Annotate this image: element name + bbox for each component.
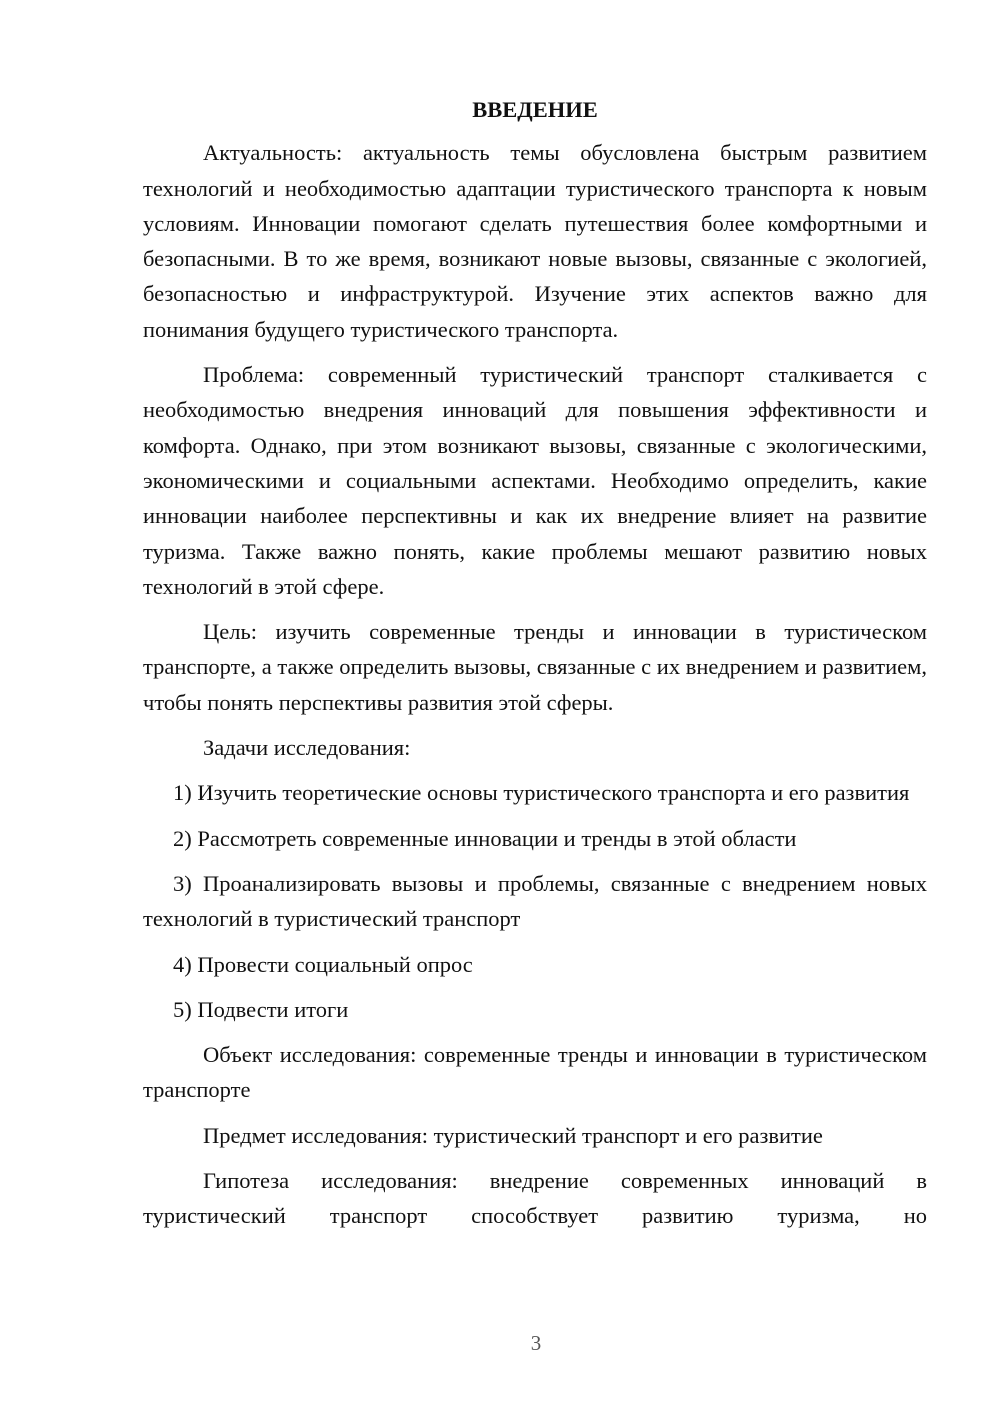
- task-item-5: 5) Подвести итоги: [173, 996, 349, 1022]
- goal-paragraph: Цель: изучить современные тренды и инновации в туристическом транспорте, а также определить вызовы, связанные с их внедрением и развитием, чтобы понять перспективы развития этой сферы.: [143, 619, 927, 715]
- page-title: ВВЕДЕНИЕ: [472, 97, 598, 122]
- object-paragraph: Объект исследования: современные тренды и инновации в туристическом транспорте: [143, 1042, 927, 1103]
- page-number: 3: [530, 1331, 542, 1355]
- task-item-4: 4) Провести социальный опрос: [173, 951, 473, 977]
- task-item-1: 1) Изучить теоретические основы туристического транспорта и его развития: [173, 780, 910, 806]
- task-item-2: 2) Рассмотреть современные инновации и тренды в этой области: [173, 825, 797, 851]
- tasks-title: Задачи исследования:: [203, 735, 411, 761]
- problem-paragraph: Проблема: современный туристический транспорт сталкивается с необходимостью внедрения инноваций для повышения эффективности и комфорта. Однако, при этом возникают вызовы, связанные с экологическими, экономическими и социальными аспектами. Необходимо определить, какие инновации наиболее перспективны и как их внедрение влияет на развитие туризма. Также важно понять, какие проблемы мешают развитию новых технологий в этой сфере.: [143, 362, 927, 599]
- hypothesis-paragraph: Гипотеза исследования: внедрение современных инноваций в туристический транспорт способствует развитию туризма, но: [143, 1168, 927, 1229]
- subject-paragraph: Предмет исследования: туристический транспорт и его развитие: [203, 1122, 823, 1148]
- task-item-3: 3) Проанализировать вызовы и проблемы, связанные с внедрением новых технологий в туристический транспорт: [143, 870, 927, 932]
- document-body: [143, 92, 927, 1244]
- relevance-paragraph: Актуальность: актуальность темы обусловлена быстрым развитием технологий и необходимостью адаптации туристического транспорта к новым условиям. Инновации помогают сделать путешествия более комфортными и безопасными. В то же время, возникают новые вызовы, связанные с экологией, безопасностью и инфраструктурой. Изучение этих аспектов важно для понимания будущего туристического транспорта.: [143, 140, 927, 342]
